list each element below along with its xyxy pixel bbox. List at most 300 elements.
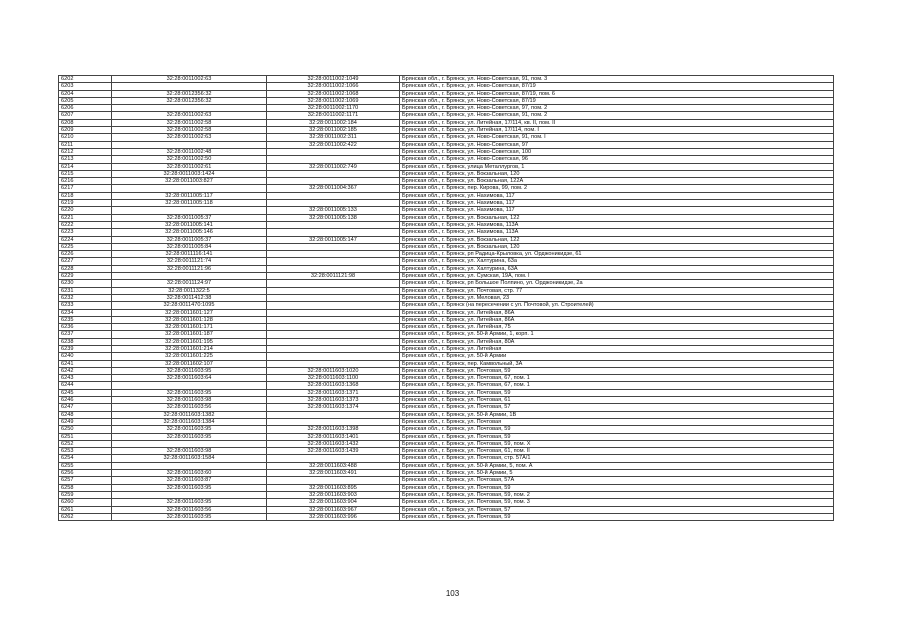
address-cell: Брянская обл., г. Брянск, ул. Почтовая, 59, пом. 3 <box>400 499 834 506</box>
row-number-cell: 6242 <box>59 367 112 374</box>
table-row <box>59 382 834 389</box>
address-cell: Брянская обл., г. Брянск, ул. Нахимова, 117 <box>400 200 834 207</box>
object-cadastral-number-cell: 32:28:0011603:1401 <box>267 433 400 440</box>
object-cadastral-number-cell: 32:28:0011603:1373 <box>267 397 400 404</box>
row-number-cell: 6248 <box>59 411 112 418</box>
object-cadastral-number-cell: 32:28:0011603:1398 <box>267 426 400 433</box>
land-cadastral-number-cell: 32:28:0011603:56 <box>112 404 267 411</box>
row-number-cell: 6216 <box>59 178 112 185</box>
address-cell: Брянская обл., г. Брянск, ул. Почтовая, 61 <box>400 397 834 404</box>
land-cadastral-number-cell: 32:28:0011603:95 <box>112 499 267 506</box>
land-cadastral-number-cell: 32:28:0011005:37 <box>112 236 267 243</box>
row-number-cell: 6208 <box>59 119 112 126</box>
object-cadastral-number-cell: 32:28:0011603:1439 <box>267 448 400 455</box>
land-cadastral-number-cell: 32:28:0011322:5 <box>112 287 267 294</box>
table-row <box>59 324 834 331</box>
object-cadastral-number-cell <box>267 455 400 462</box>
object-cadastral-number-cell: 32:28:0011002:1170 <box>267 105 400 112</box>
row-number-cell: 6249 <box>59 418 112 425</box>
object-cadastral-number-cell: 32:28:0011002:1171 <box>267 112 400 119</box>
object-cadastral-number-cell: 32:28:0011603:488 <box>267 462 400 469</box>
land-cadastral-number-cell: 32:28:0011002:58 <box>112 127 267 134</box>
object-cadastral-number-cell: 32:28:0011002:1049 <box>267 76 400 83</box>
row-number-cell: 6237 <box>59 331 112 338</box>
object-cadastral-number-cell: 32:28:0011002:311 <box>267 134 400 141</box>
row-number-cell: 6253 <box>59 448 112 455</box>
object-cadastral-number-cell: 32:28:0011603:1100 <box>267 375 400 382</box>
row-number-cell: 6257 <box>59 477 112 484</box>
row-number-cell: 6247 <box>59 404 112 411</box>
land-cadastral-number-cell: 32:28:0011603:1584 <box>112 455 267 462</box>
address-cell: Брянская обл., г. Брянск, ул. Почтовая, 59 <box>400 484 834 491</box>
land-cadastral-number-cell: 32:28:0011603:98 <box>112 448 267 455</box>
table-row <box>59 462 834 469</box>
row-number-cell: 6254 <box>59 455 112 462</box>
land-cadastral-number-cell: 32:28:0011603:95 <box>112 367 267 374</box>
table-row <box>59 141 834 148</box>
row-number-cell: 6260 <box>59 499 112 506</box>
object-cadastral-number-cell <box>267 170 400 177</box>
row-number-cell: 6225 <box>59 243 112 250</box>
row-number-cell: 6207 <box>59 112 112 119</box>
table-row <box>59 170 834 177</box>
object-cadastral-number-cell <box>267 338 400 345</box>
address-cell: Брянская обл., г. Брянск, ул. Ново-Советская, 100 <box>400 148 834 155</box>
table-row <box>59 477 834 484</box>
address-cell: Брянская обл., г. Брянск, ул. Почтовая, 57А <box>400 477 834 484</box>
table-row <box>59 185 834 192</box>
address-cell: Брянская обл., г. Брянск, ул. 50-й Армии, 5, пом. А <box>400 462 834 469</box>
land-cadastral-number-cell: 32:28:0011601:187 <box>112 331 267 338</box>
address-cell: Брянская обл., г. Брянск, ул. Литейная, 17/114, кв. II, пом. II <box>400 119 834 126</box>
object-cadastral-number-cell <box>267 192 400 199</box>
address-cell: Брянская обл., г. Брянск, рп Радица-Крыловка, ул. Орджоникидзе, 61 <box>400 251 834 258</box>
object-cadastral-number-cell <box>267 316 400 323</box>
object-cadastral-number-cell: 32:28:0011002:1069 <box>267 97 400 104</box>
land-cadastral-number-cell: 32:28:0011412:38 <box>112 294 267 301</box>
address-cell: Брянская обл., г. Брянск, ул. Нахимова, 117 <box>400 207 834 214</box>
address-cell: Брянская обл., г. Брянск, ул. Вокзальная, 122 <box>400 214 834 221</box>
land-cadastral-number-cell: 32:28:0011116:141 <box>112 251 267 258</box>
address-cell: Брянская обл., г. Брянск, рп Большое Полпино, ул. Орджоникидзе, 2а <box>400 280 834 287</box>
row-number-cell: 6224 <box>59 236 112 243</box>
object-cadastral-number-cell: 32:28:0011002:422 <box>267 141 400 148</box>
address-cell: Брянская обл., г. Брянск, ул. Почтовая, 57 <box>400 404 834 411</box>
object-cadastral-number-cell: 32:28:0011603:1374 <box>267 404 400 411</box>
land-cadastral-number-cell: 32:28:0011603:60 <box>112 470 267 477</box>
object-cadastral-number-cell <box>267 353 400 360</box>
row-number-cell: 6252 <box>59 440 112 447</box>
row-number-cell: 6233 <box>59 302 112 309</box>
object-cadastral-number-cell <box>267 258 400 265</box>
land-cadastral-number-cell <box>112 382 267 389</box>
address-cell: Брянская обл., г. Брянск, ул. Вокзальная, 120 <box>400 170 834 177</box>
object-cadastral-number-cell: 32:28:0011603:903 <box>267 491 400 498</box>
row-number-cell: 6222 <box>59 221 112 228</box>
table-row <box>59 455 834 462</box>
address-cell: Брянская обл., г. Брянск, ул. Почтовая, 61, пом. II <box>400 448 834 455</box>
address-cell: Брянская обл., г. Брянск, ул. Почтовая, 59 <box>400 433 834 440</box>
table-row <box>59 404 834 411</box>
address-cell: Брянская обл., г. Брянск, ул. Почтовая, 67, пом. 1 <box>400 375 834 382</box>
table-row <box>59 134 834 141</box>
address-cell: Брянская обл., г. Брянск, ул. Ново-Советская, 87/19 <box>400 97 834 104</box>
row-number-cell: 6211 <box>59 141 112 148</box>
address-cell: Брянская обл., г. Брянск, ул. Литейная, 86А <box>400 309 834 316</box>
object-cadastral-number-cell: 32:28:0011005:147 <box>267 236 400 243</box>
land-cadastral-number-cell <box>112 440 267 447</box>
table-row <box>59 207 834 214</box>
row-number-cell: 6256 <box>59 470 112 477</box>
row-number-cell: 6231 <box>59 287 112 294</box>
row-number-cell: 6251 <box>59 433 112 440</box>
row-number-cell: 6220 <box>59 207 112 214</box>
land-cadastral-number-cell <box>112 83 267 90</box>
land-cadastral-number-cell: 32:28:0011603:98 <box>112 397 267 404</box>
row-number-cell: 6212 <box>59 148 112 155</box>
table-row <box>59 309 834 316</box>
address-cell: Брянская обл., г. Брянск, ул. Ново-Советская, 91, пом. 2 <box>400 112 834 119</box>
row-number-cell: 6244 <box>59 382 112 389</box>
table-row <box>59 331 834 338</box>
land-cadastral-number-cell: 32:28:0011603:95 <box>112 426 267 433</box>
land-cadastral-number-cell <box>112 462 267 469</box>
row-number-cell: 6206 <box>59 105 112 112</box>
row-number-cell: 6214 <box>59 163 112 170</box>
table-row <box>59 470 834 477</box>
object-cadastral-number-cell <box>267 287 400 294</box>
land-cadastral-number-cell: 32:28:0012356:32 <box>112 97 267 104</box>
address-cell: Брянская обл., г. Брянск, ул. Нахимова, 113А <box>400 221 834 228</box>
object-cadastral-number-cell <box>267 309 400 316</box>
object-cadastral-number-cell <box>267 418 400 425</box>
table-row <box>59 97 834 104</box>
address-cell: Брянская обл., г. Брянск, ул. Ново-Советская, 91, пом. I <box>400 134 834 141</box>
land-cadastral-number-cell: 32:28:0011601:127 <box>112 309 267 316</box>
row-number-cell: 6238 <box>59 338 112 345</box>
table-row <box>59 243 834 250</box>
land-cadastral-number-cell: 32:28:0011601:225 <box>112 353 267 360</box>
table-row <box>59 345 834 352</box>
object-cadastral-number-cell: 32:28:0011603:1371 <box>267 389 400 396</box>
object-cadastral-number-cell: 32:28:0011004:367 <box>267 185 400 192</box>
address-cell: Брянская обл., г. Брянск, ул. Литейная, 80А <box>400 338 834 345</box>
land-cadastral-number-cell: 32:28:0011005:37 <box>112 214 267 221</box>
land-cadastral-number-cell: 32:28:0011005:146 <box>112 229 267 236</box>
object-cadastral-number-cell <box>267 265 400 272</box>
table-row <box>59 448 834 455</box>
table-row <box>59 316 834 323</box>
row-number-cell: 6217 <box>59 185 112 192</box>
table-row <box>59 338 834 345</box>
row-number-cell: 6202 <box>59 76 112 83</box>
table-row <box>59 506 834 513</box>
table-row <box>59 302 834 309</box>
table-row <box>59 426 834 433</box>
table-row <box>59 112 834 119</box>
row-number-cell: 6210 <box>59 134 112 141</box>
object-cadastral-number-cell <box>267 360 400 367</box>
address-cell: Брянская обл., г. Брянск, улица Металлургов, 1 <box>400 163 834 170</box>
object-cadastral-number-cell <box>267 324 400 331</box>
land-cadastral-number-cell: 32:28:0011470:1095 <box>112 302 267 309</box>
table-row <box>59 513 834 520</box>
land-cadastral-number-cell: 32:28:0011002:63 <box>112 76 267 83</box>
object-cadastral-number-cell: 32:28:0011603:1020 <box>267 367 400 374</box>
row-number-cell: 6203 <box>59 83 112 90</box>
land-cadastral-number-cell: 32:28:0011603:95 <box>112 433 267 440</box>
address-cell: Брянская обл., г. Брянск, ул. Ново-Советская, 97, пом. 2 <box>400 105 834 112</box>
row-number-cell: 6218 <box>59 192 112 199</box>
object-cadastral-number-cell: 32:28:0011002:749 <box>267 163 400 170</box>
address-cell: Брянская обл., г. Брянск, ул. Почтовая, 59 <box>400 389 834 396</box>
row-number-cell: 6215 <box>59 170 112 177</box>
table-row <box>59 418 834 425</box>
row-number-cell: 6209 <box>59 127 112 134</box>
address-cell: Брянская обл., г. Брянск, ул. Почтовая, 59, пом. Х <box>400 440 834 447</box>
address-cell: Брянская обл., г. Брянск, ул. Халтурина, 63А <box>400 265 834 272</box>
land-cadastral-number-cell: 32:28:0011002:58 <box>112 119 267 126</box>
address-cell: Брянская обл., г. Брянск, ул. Почтовая, 59 <box>400 367 834 374</box>
land-cadastral-number-cell: 32:28:0011005:84 <box>112 243 267 250</box>
address-cell: Брянская обл., г. Брянск, ул. Меловая, 23 <box>400 294 834 301</box>
land-cadastral-number-cell: 32:28:0011603:64 <box>112 375 267 382</box>
table-row <box>59 229 834 236</box>
table-row <box>59 484 834 491</box>
land-cadastral-number-cell: 32:28:0011002:63 <box>112 134 267 141</box>
row-number-cell: 6213 <box>59 156 112 163</box>
object-cadastral-number-cell <box>267 243 400 250</box>
table-row <box>59 251 834 258</box>
object-cadastral-number-cell: 32:28:0011005:138 <box>267 214 400 221</box>
land-cadastral-number-cell: 32:28:0011603:95 <box>112 513 267 520</box>
address-cell: Брянская обл., г. Брянск, ул. Сумская, 19А, пом. I <box>400 273 834 280</box>
row-number-cell: 6246 <box>59 397 112 404</box>
table-row <box>59 389 834 396</box>
row-number-cell: 6228 <box>59 265 112 272</box>
table-row <box>59 499 834 506</box>
row-number-cell: 6259 <box>59 491 112 498</box>
land-cadastral-number-cell <box>112 207 267 214</box>
table-row <box>59 105 834 112</box>
address-cell: Брянская обл., г. Брянск, пер. Кирова, 99, пом. 2 <box>400 185 834 192</box>
row-number-cell: 6221 <box>59 214 112 221</box>
address-cell: Брянская обл., г. Брянск, ул. Почтовая, стр. 57А/1 <box>400 455 834 462</box>
table-row <box>59 440 834 447</box>
row-number-cell: 6226 <box>59 251 112 258</box>
land-cadastral-number-cell: 32:28:0011003:827 <box>112 178 267 185</box>
row-number-cell: 6223 <box>59 229 112 236</box>
land-cadastral-number-cell: 32:28:0011002:63 <box>112 112 267 119</box>
object-cadastral-number-cell <box>267 331 400 338</box>
address-cell: Брянская обл., г. Брянск, ул. Литейная, 75 <box>400 324 834 331</box>
table-row <box>59 192 834 199</box>
land-cadastral-number-cell: 32:28:0011121:96 <box>112 265 267 272</box>
register-table-body <box>59 76 834 521</box>
object-cadastral-number-cell: 32:28:0011603:491 <box>267 470 400 477</box>
table-row <box>59 353 834 360</box>
address-cell: Брянская обл., г. Брянск, ул. 50-й Армии <box>400 353 834 360</box>
object-cadastral-number-cell <box>267 477 400 484</box>
object-cadastral-number-cell: 32:28:0011002:1066 <box>267 83 400 90</box>
address-cell: Брянская обл., г. Брянск, ул. Почтовая, 59 <box>400 426 834 433</box>
object-cadastral-number-cell <box>267 178 400 185</box>
object-cadastral-number-cell <box>267 221 400 228</box>
land-cadastral-number-cell: 32:28:0011003:1424 <box>112 170 267 177</box>
land-cadastral-number-cell: 32:28:0011002:50 <box>112 156 267 163</box>
land-cadastral-number-cell: 32:28:0011005:117 <box>112 192 267 199</box>
land-cadastral-number-cell: 32:28:0011002:61 <box>112 163 267 170</box>
table-row <box>59 287 834 294</box>
address-cell: Брянская обл., г. Брянск, ул. Почтовая, 59 <box>400 513 834 520</box>
object-cadastral-number-cell: 32:28:0011603:904 <box>267 499 400 506</box>
land-cadastral-number-cell: 32:28:0011603:56 <box>112 506 267 513</box>
land-cadastral-number-cell: 32:28:0011121:74 <box>112 258 267 265</box>
land-cadastral-number-cell: 32:28:0011124:97 <box>112 280 267 287</box>
object-cadastral-number-cell <box>267 148 400 155</box>
table-row <box>59 156 834 163</box>
page-number: 103 <box>445 589 460 598</box>
land-cadastral-number-cell <box>112 185 267 192</box>
land-cadastral-number-cell <box>112 273 267 280</box>
row-number-cell: 6262 <box>59 513 112 520</box>
object-cadastral-number-cell <box>267 302 400 309</box>
address-cell: Брянская обл., г. Брянск, ул. 50-й Армии, 1В <box>400 411 834 418</box>
table-row <box>59 200 834 207</box>
address-cell: Брянская обл., г. Брянск, ул. Ново-Советская, 87/19 <box>400 83 834 90</box>
table-row <box>59 397 834 404</box>
land-cadastral-number-cell: 32:28:0011002:48 <box>112 148 267 155</box>
land-cadastral-number-cell: 32:28:0011603:95 <box>112 389 267 396</box>
row-number-cell: 6243 <box>59 375 112 382</box>
land-cadastral-number-cell: 32:28:0011603:1382 <box>112 411 267 418</box>
row-number-cell: 6240 <box>59 353 112 360</box>
object-cadastral-number-cell: 32:28:0011603:996 <box>267 513 400 520</box>
address-cell: Брянская обл., г. Брянск, ул. Вокзальная, 122А <box>400 178 834 185</box>
land-cadastral-number-cell: 32:28:0011005:141 <box>112 221 267 228</box>
land-cadastral-number-cell: 32:28:0011603:95 <box>112 484 267 491</box>
row-number-cell: 6232 <box>59 294 112 301</box>
object-cadastral-number-cell <box>267 280 400 287</box>
row-number-cell: 6258 <box>59 484 112 491</box>
object-cadastral-number-cell: 32:28:0011603:967 <box>267 506 400 513</box>
object-cadastral-number-cell: 32:28:0011002:185 <box>267 127 400 134</box>
table-row <box>59 178 834 185</box>
row-number-cell: 6261 <box>59 506 112 513</box>
land-cadastral-number-cell: 32:28:0011005:118 <box>112 200 267 207</box>
row-number-cell: 6250 <box>59 426 112 433</box>
object-cadastral-number-cell: 32:28:0011603:1432 <box>267 440 400 447</box>
address-cell: Брянская обл., г. Брянск, ул. Ново-Советская, 87/19, пом. 6 <box>400 90 834 97</box>
object-cadastral-number-cell: 32:28:0011603:1368 <box>267 382 400 389</box>
address-cell: Брянская обл., г. Брянск, ул. Литейная <box>400 345 834 352</box>
address-cell: Брянская обл., г. Брянск, ул. Вокзальная, 120 <box>400 243 834 250</box>
address-cell: Брянская обл., г. Брянск (на пересечении с ул. Почтовой, ул. Строителей) <box>400 302 834 309</box>
land-cadastral-number-cell: 32:28:0011601:128 <box>112 316 267 323</box>
address-cell: Брянская обл., г. Брянск, ул. 50-й Армии, 1, корп. 1 <box>400 331 834 338</box>
object-cadastral-number-cell <box>267 156 400 163</box>
row-number-cell: 6241 <box>59 360 112 367</box>
table-row <box>59 411 834 418</box>
address-cell: Брянская обл., г. Брянск, ул. Вокзальная, 122 <box>400 236 834 243</box>
table-row <box>59 236 834 243</box>
address-cell: Брянская обл., г. Брянск, ул. 50-й Армии, 5 <box>400 470 834 477</box>
table-row <box>59 280 834 287</box>
address-cell: Брянская обл., г. Брянск, ул. Почтовая <box>400 418 834 425</box>
address-cell: Брянская обл., г. Брянск, ул. Ново-Советская, 97 <box>400 141 834 148</box>
object-cadastral-number-cell <box>267 294 400 301</box>
row-number-cell: 6229 <box>59 273 112 280</box>
land-cadastral-number-cell <box>112 105 267 112</box>
land-cadastral-number-cell <box>112 491 267 498</box>
register-table <box>58 75 834 521</box>
row-number-cell: 6245 <box>59 389 112 396</box>
table-row <box>59 265 834 272</box>
row-number-cell: 6255 <box>59 462 112 469</box>
table-row <box>59 83 834 90</box>
table-row <box>59 294 834 301</box>
row-number-cell: 6227 <box>59 258 112 265</box>
row-number-cell: 6230 <box>59 280 112 287</box>
land-cadastral-number-cell: 32:28:0011603:1384 <box>112 418 267 425</box>
object-cadastral-number-cell <box>267 251 400 258</box>
table-row <box>59 127 834 134</box>
row-number-cell: 6204 <box>59 90 112 97</box>
table-row <box>59 221 834 228</box>
table-row <box>59 76 834 83</box>
row-number-cell: 6205 <box>59 97 112 104</box>
table-row <box>59 360 834 367</box>
land-cadastral-number-cell: 32:28:0011602:107 <box>112 360 267 367</box>
table-row <box>59 90 834 97</box>
address-cell: Брянская обл., г. Брянск, ул. Халтурина, 63а <box>400 258 834 265</box>
address-cell: Брянская обл., г. Брянск, ул. Почтовая, стр. 77 <box>400 287 834 294</box>
object-cadastral-number-cell <box>267 229 400 236</box>
land-cadastral-number-cell: 32:28:0011603:87 <box>112 477 267 484</box>
object-cadastral-number-cell: 32:28:0011002:1068 <box>267 90 400 97</box>
row-number-cell: 6239 <box>59 345 112 352</box>
object-cadastral-number-cell: 32:28:0011005:133 <box>267 207 400 214</box>
address-cell: Брянская обл., г. Брянск, ул. Почтовая, 67, пом. 1 <box>400 382 834 389</box>
land-cadastral-number-cell: 32:28:0012356:32 <box>112 90 267 97</box>
table-row <box>59 491 834 498</box>
table-row <box>59 375 834 382</box>
land-cadastral-number-cell <box>112 141 267 148</box>
address-cell: Брянская обл., г. Брянск, ул. Ново-Советская, 96 <box>400 156 834 163</box>
row-number-cell: 6234 <box>59 309 112 316</box>
land-cadastral-number-cell: 32:28:0011601:171 <box>112 324 267 331</box>
table-row <box>59 148 834 155</box>
object-cadastral-number-cell: 32:28:0011002:184 <box>267 119 400 126</box>
object-cadastral-number-cell: 32:28:0011121:98 <box>267 273 400 280</box>
address-cell: Брянская обл., г. Брянск, ул. Ново-Советская, 91, пом. 3 <box>400 76 834 83</box>
table-row <box>59 433 834 440</box>
table-row <box>59 258 834 265</box>
address-cell: Брянская обл., г. Брянск, пер. Камвольный, 3А <box>400 360 834 367</box>
table-row <box>59 214 834 221</box>
table-row <box>59 273 834 280</box>
table-row <box>59 163 834 170</box>
object-cadastral-number-cell: 32:28:0011603:895 <box>267 484 400 491</box>
table-row <box>59 367 834 374</box>
address-cell: Брянская обл., г. Брянск, ул. Нахимова, 113А <box>400 229 834 236</box>
row-number-cell: 6235 <box>59 316 112 323</box>
address-cell: Брянская обл., г. Брянск, ул. Литейная, 86А <box>400 316 834 323</box>
object-cadastral-number-cell <box>267 411 400 418</box>
address-cell: Брянская обл., г. Брянск, ул. Почтовая, 57 <box>400 506 834 513</box>
land-cadastral-number-cell: 32:28:0011601:195 <box>112 338 267 345</box>
address-cell: Брянская обл., г. Брянск, ул. Литейная, 17/114, пом. I <box>400 127 834 134</box>
